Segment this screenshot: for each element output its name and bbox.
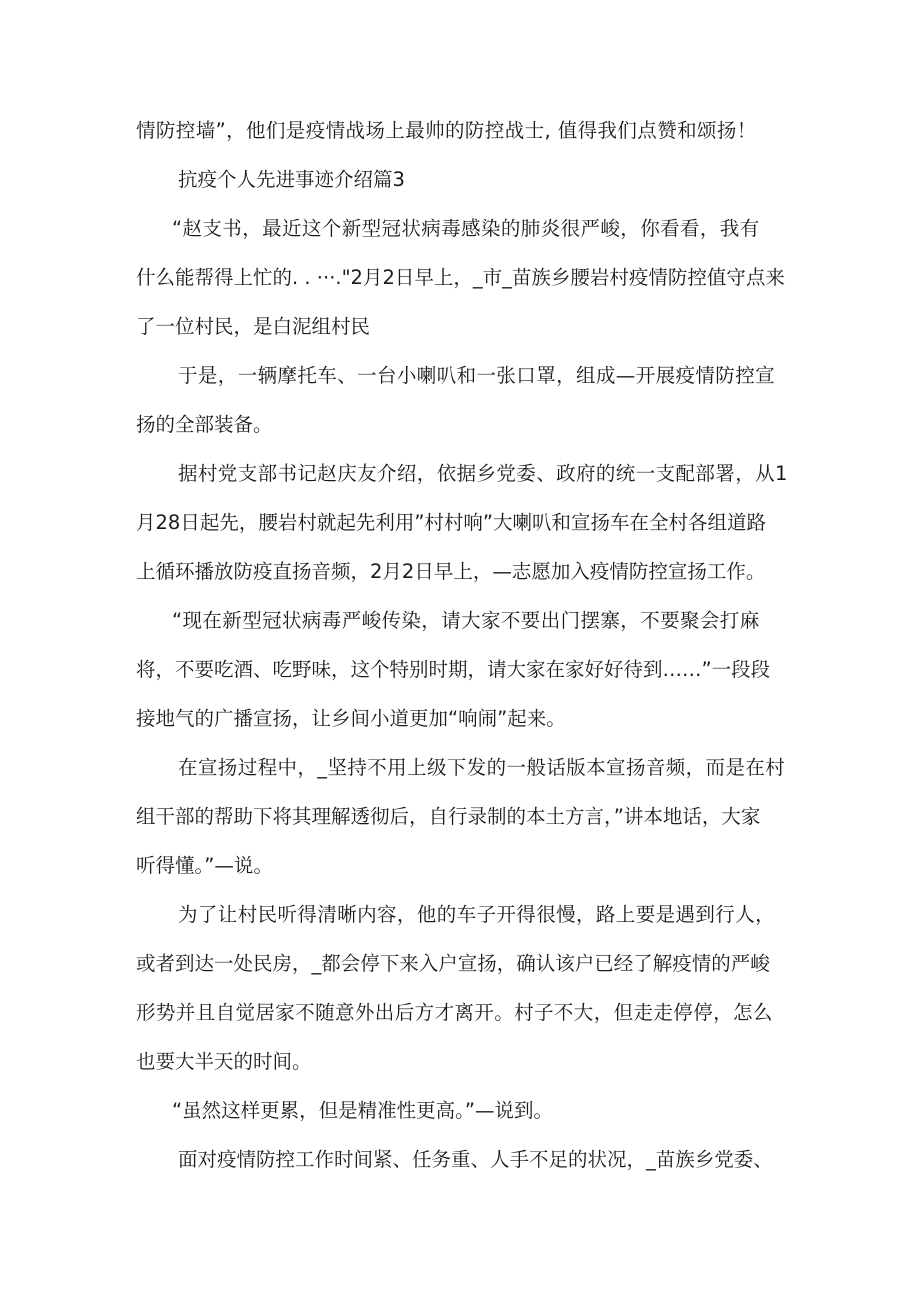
text-line: 月28日起先，腰岩村就起先利用”村村响”大喇叭和宣扬车在全村各组道路 <box>136 511 767 534</box>
text-line: 组干部的帮助下将其理解透彻后，自行录制的本土方言，”讲本地话，大家 <box>136 805 761 828</box>
text-line: 据村党支部书记赵庆友介绍，依据乡党委、政府的统一支配部署，从1 <box>178 462 788 485</box>
text-line: 为了让村民听得清晰内容，他的车子开得很慢，路上要是遇到行人， <box>178 903 776 926</box>
text-line: 情防控墙”，他们是疫情战场上最帅的防控战士, 值得我们点赞和颂扬！ <box>136 119 757 142</box>
text-line: 或者到达一处民房，_都会停下来入户宣扬，确认该户已经了解疫情的严峻 <box>136 952 770 975</box>
section-heading: 抗疫个人先进事迹介绍篇3 <box>178 168 405 191</box>
text-line: 接地气的广播宣扬，让乡间小道更加“响闹”起来。 <box>136 707 566 730</box>
text-line: 于是，一辆摩托车、一台小喇叭和一张口罩，组成—开展疫情防控宣 <box>178 364 776 387</box>
text-line: “赵支书，最近这个新型冠状病毒感染的肺炎很严峻，你看看，我有 <box>172 217 760 240</box>
text-line: “现在新型冠状病毒严峻传染，请大家不要出门摆寨，不要聚会打麻 <box>172 609 760 632</box>
text-line: “虽然这样更累，但是精准性更高。”—说到。 <box>172 1099 553 1122</box>
text-line: 面对疫情防控工作时间紧、任务重、人手不足的状况，_苗族乡党委、 <box>178 1148 773 1171</box>
text-line: 扬的全部装备。 <box>136 413 273 436</box>
text-line: 了一位村民，是白泥组村民 <box>136 315 371 338</box>
text-line: 将，不要吃酒、吃野味，这个特别时期，请大家在家好好待到……”一段段 <box>136 658 771 681</box>
text-line: 上循环播放防疫直扬音频，2月2日早上，—志愿加入疫情防控宣扬工作。 <box>136 560 766 583</box>
text-line: 听得懂。”—说。 <box>136 854 273 877</box>
text-line: 什么能帮得上忙的. . ···."2月2日早上，_市_苗族乡腰岩村疫情防控值守点来 <box>136 266 785 289</box>
text-line: 形势并且自觉居家不随意外出后方才离开。村子不大，但走走停停，怎么 <box>136 1001 773 1024</box>
text-line: 也要大半天的时间。 <box>136 1050 312 1073</box>
text-line: 在宣扬过程中，_坚持不用上级下发的一般话版本宣扬音频，而是在村 <box>178 756 786 779</box>
